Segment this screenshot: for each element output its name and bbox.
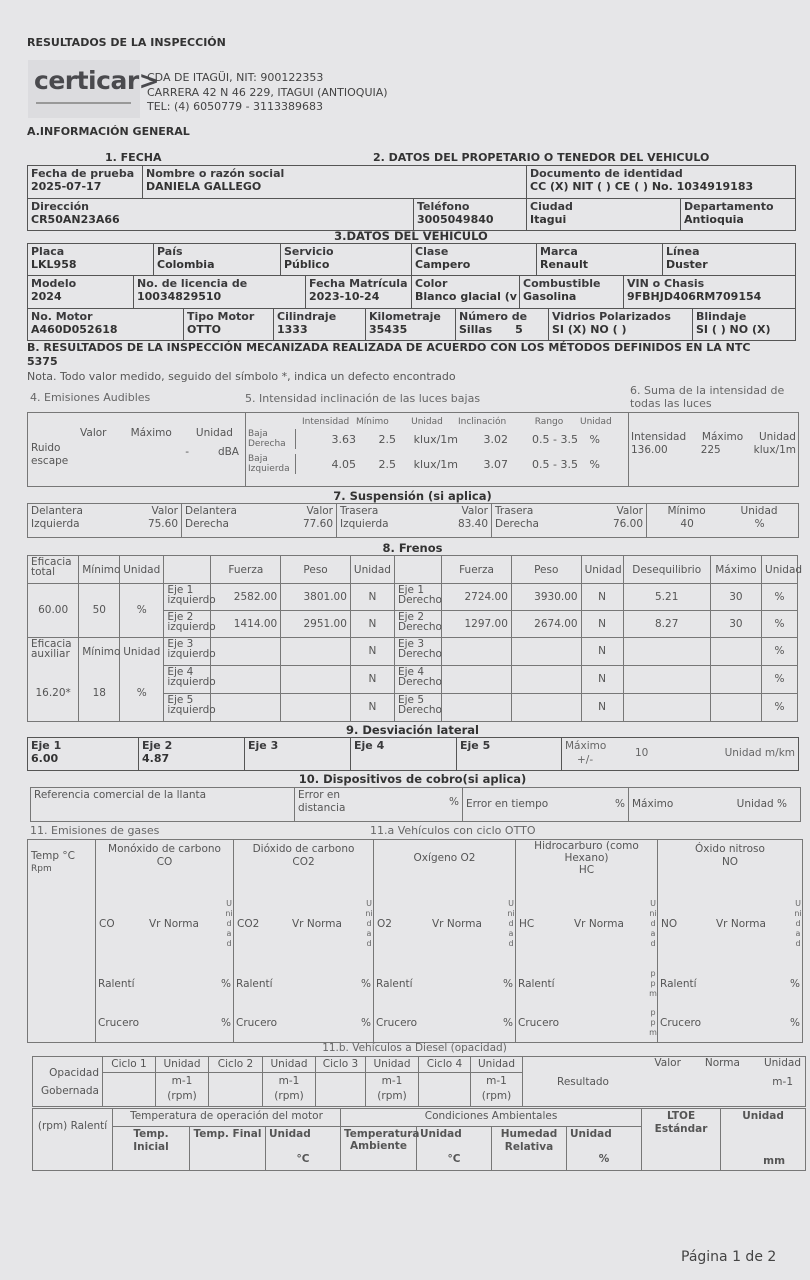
diesel-table-opacity: Opacidad Gobernada Ciclo 1 Unidad Ciclo 2 Unidad Ciclo 3 Unidad Ciclo 4 Unidad Valor Norma Unidad Resultado m-1 m-1 (rpm) m-1 (rpm) m-1 (rpm) m-1 (rpm) xyxy=(32,1056,806,1107)
taximeter-title: 10. Dispositivos de cobro(si aplica) xyxy=(298,772,527,786)
vehicle-row-3: No. Motor A460D052618 Tipo Motor OTTO Cilindraje 1333 Kilometraje 35435 Número de Sillas 5 Vidrios Polarizados SI (X) NO ( ) Blindaje SI ( ) NO (X) xyxy=(27,308,796,341)
vehicle-row-2: Modelo 2024 No. de licencia de 10034829510 Fecha Matrícula 2023-10-24 Color Blanco glacial (v Combustible Gasolina VIN o Chasis 9FBHJD406RM709154 xyxy=(27,275,796,309)
gases-subtitle: 11.a Vehículos con ciclo OTTO xyxy=(370,824,536,837)
owner-title: 2. DATOS DEL PROPETARIO O TENEDOR DEL VEHICULO xyxy=(373,151,710,164)
section-b-title-2: 5375 xyxy=(27,355,58,368)
company-info: CDA DE ITAGÜI, NIT: 900122353 CARRERA 42 N 46 229, ITAGUI (ANTIOQUIA) TEL: (4) 6050779 - 3113389683 xyxy=(147,71,388,113)
document-title: RESULTADOS DE LA INSPECCIÓN xyxy=(27,36,226,49)
section-a-title: A.INFORMACIÓN GENERAL xyxy=(27,125,190,138)
certicar-logo: certicar> xyxy=(28,60,140,118)
deviation-table: Eje 1 6.00 Eje 2 4.87 Eje 3 Eje 4 Eje 5 Máximo +/- 10 Unidad m/km xyxy=(27,737,799,771)
taximeter-table: Referencia comercial de la llanta Error en distancia % Error en tiempo % Máximo Unidad % xyxy=(30,787,801,822)
vehicle-row-1: Placa LKL958 País Colombia Servicio Público Clase Campero Marca Renault Línea Duster xyxy=(27,243,796,276)
fecha-title: 1. FECHA xyxy=(105,151,162,164)
gas-hc: Hidrocarburo (como Hexano) HC HC Vr Norma Unidad Ralentí ppm Crucero ppm xyxy=(518,840,657,1037)
noise-title: 4. Emisiones Audibles xyxy=(30,391,151,404)
brakes-table: Eficacia total Mínimo Unidad Fuerza Peso Unidad Fuerza Peso Unidad Desequilibrio Máximo Unidad 60.00 50 % Eje 1 izquierdo 2582.00 3801.00 N Eje 1 Derecho 2724.00 3930.00 N 5.21 30 % Eje 2 izquierdo 1414.00 2951.00 N Eje 2 Derecho 1297.00 2674.00 N 8.27 30 % Eficacia auxiliar Mínimo Unidad Eje 3 izquierdo N Eje 3 Derecho N % 16.20* 18 % Eje 4 izquierdo N Eje 4 Derecho N % Eje 5 izquierdo N Eje 5 Derecho N % xyxy=(27,555,798,722)
gas-co: Monóxido de carbono CO CO Vr Norma Unidad Ralentí % Crucero % xyxy=(98,843,233,1029)
gas-co2: Dióxido de carbono CO2 CO2 Vr Norma Unidad Ralentí % Crucero % xyxy=(236,843,373,1029)
vehicle-title: 3.DATOS DEL VEHICULO xyxy=(334,229,488,243)
lights-title: 5. Intensidad inclinación de las luces bajas xyxy=(245,392,481,405)
diesel-table-temps: (rpm) Ralentí Temperatura de operación del motor Condiciones Ambientales LTOE Estándar Unidad mm Temp. Inicial Temp. Final Unidad °C Temperatura Ambiente Unidad °C Humedad Relativa Unidad % xyxy=(32,1108,806,1171)
section-b-title: B. RESULTADOS DE LA INSPECCIÓN MECANIZADA REALIZADA DE ACUERDO CON LOS MÉTODOS DEFINIDOS EN LA NTC xyxy=(27,341,751,354)
noise-lights-table: Valor Máximo Unidad Ruido escape - dBA Intensidad Mínimo Unidad Inclinación Rango Unidad Baja Derecha 3.63 2.5 klux/1m 3.02 0.5 - 3.5 % Baja Izquierda 4.05 2.5 klux/1m 3.07 0.5 - 3.5 % Intensidad Máximo Unidad 136.00 225 klux/1m xyxy=(27,412,799,487)
suspension-title: 7. Suspensión (si aplica) xyxy=(333,489,492,503)
gas-no: Óxido nitroso NO NO Vr Norma Unidad Ralentí % Crucero % xyxy=(660,843,802,1029)
owner-table: Fecha de prueba 2025-07-17 Nombre o razón social DANIELA GALLEGO Documento de identidad CC (X) NIT ( ) CE ( ) No. 1034919183 Dirección CR50AN23A66 Teléfono 3005049840 Ciudad Itagui Departamento Antioquia xyxy=(27,165,796,231)
brakes-title: 8. Frenos xyxy=(382,541,443,555)
deviation-title: 9. Desviación lateral xyxy=(346,723,479,737)
page-number: Página 1 de 2 xyxy=(681,1249,777,1265)
diesel-title: 11.b. Vehículos a Diesel (opacidad) xyxy=(322,1042,507,1054)
suspension-table: Delantera Valor Izquierda 75.60 Delantera Valor Derecha 77.60 Trasera Valor Izquierda 83.40 Trasera Valor Derecha 76.00 Mínimo Unidad 40 % xyxy=(27,503,799,538)
gases-table: Temp °C Rpm Monóxido de carbono CO CO Vr Norma Unidad Ralentí % Crucero % Dióxido de carbono CO2 CO2 Vr Norma Unidad Ralentí % Crucero % Oxígeno O2 O2 Vr Norma Unidad Ralentí % Crucero % Hidrocarburo (como Hexano) HC HC Vr Norma Unidad Ralentí ppm Crucero ppm Óxido nitroso NO NO Vr Norma Unidad Ralentí % Crucero % xyxy=(27,839,803,1043)
lights-sum-title: 6. Suma de la intensidad de todas las luces xyxy=(630,384,785,410)
gas-o2: Oxígeno O2 O2 Vr Norma Unidad Ralentí % Crucero % xyxy=(376,852,515,1029)
section-b-note: Nota. Todo valor medido, seguido del símbolo *, indica un defecto encontrado xyxy=(27,370,456,383)
gases-title: 11. Emisiones de gases xyxy=(30,824,160,837)
